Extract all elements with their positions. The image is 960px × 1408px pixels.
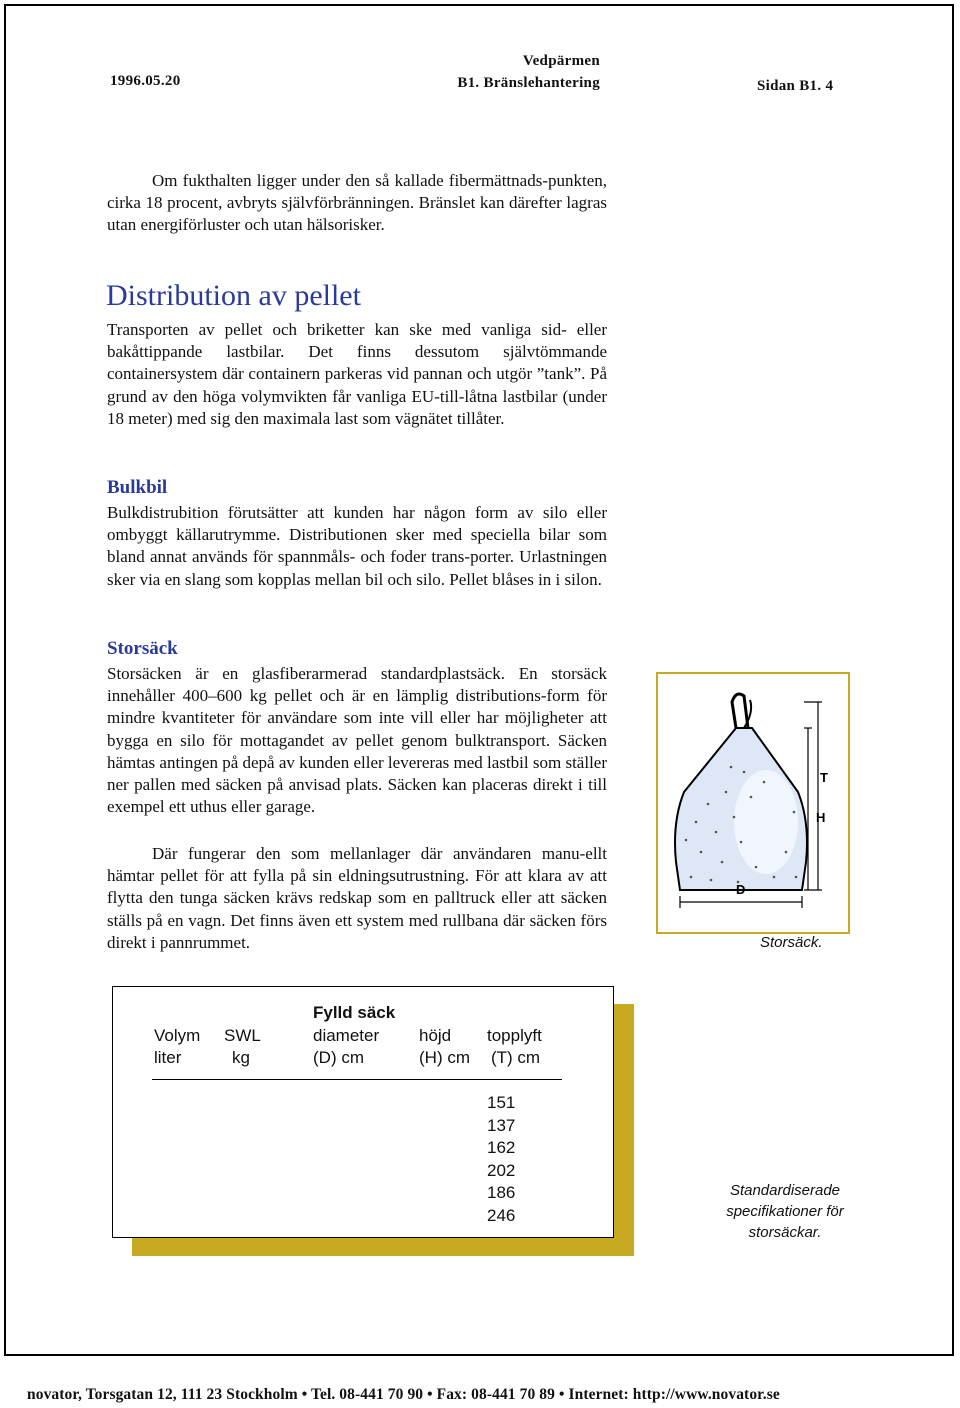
header-page-number: Sidan B1. 4 (757, 78, 834, 94)
footer: novator, Torsgatan 12, 111 23 Stockholm • Tel. 08-441 70 90 • Fax: 08-441 70 89 • Internet: http://www.novator.se (27, 1386, 780, 1403)
figure-label-d: D (736, 882, 746, 897)
table-cell: 202 (487, 1160, 516, 1180)
figure-label-h: H (816, 810, 826, 825)
header-date: 1996.05.20 (110, 73, 181, 89)
bulkbil-heading: Bulkbil (107, 477, 168, 498)
table-cell: 137 (487, 1115, 516, 1135)
table-group-header: Fylld säck (313, 1003, 396, 1022)
storsack-heading: Storsäck (107, 638, 178, 659)
intro-paragraph: Om fukthalten ligger under den så kallade fibermättnads-punkten, cirka 18 procent, avbryts självförbränningen. Bränslet kan därefter lagras utan energiförluster och utan hälsorisker. (107, 171, 607, 235)
col-header-topplyft: topplyft (487, 1026, 542, 1045)
col-header-diameter: diameter (313, 1026, 380, 1045)
col-header-hojd: höjd (419, 1026, 452, 1045)
table-cell: 246 (487, 1205, 516, 1225)
table-header-rule (152, 1079, 562, 1080)
col-header-hojd-unit: (H) cm (419, 1048, 470, 1067)
bulkbil-paragraph: Bulkdistrubition förutsätter att kunden har någon form av silo eller ombyggt källarutrymme. Distributionen sker med speciella bilar som bland annat används för spannmåls- och foder trans-porter. Urlastningen sker via en slang som kopplas mellan bil och silo. Pellet blåses in i silon. (107, 503, 607, 589)
header-title-line2: B1. Bränslehantering (457, 75, 600, 91)
storsack-figure (656, 672, 850, 934)
storsack-paragraph-1: Storsäcken är en glasfiberarmerad standardplastsäck. En storsäck innehåller 400–600 kg pellet och är en lämplig distributions-form för mindre kvantiteter för användare som inte vill eller har möjligheter att bygga en silo för mottagandet av pellet genom bulktransport. Säcken hämtas antingen på depå av kunden eller levereras med lastbil som ställer ner pallen med säcken på anvisad plats. Säcken kan placeras direkt i till exempel ett uthus eller garage. (107, 664, 607, 817)
col-header-diameter-unit: (D) cm (313, 1048, 364, 1067)
distribution-heading: Distribution av pellet (106, 279, 361, 312)
table-caption: Standardiserade specifikationer för storsäckar. (726, 1182, 844, 1241)
table-box (112, 986, 614, 1238)
table-cell: 186 (487, 1183, 516, 1202)
col-header-volym: Volym (154, 1026, 201, 1045)
col-header-volym-unit: liter (154, 1048, 182, 1067)
table-cell: 151 (487, 1093, 516, 1112)
table-cell: 162 (487, 1138, 516, 1157)
storsack-paragraph-2: Där fungerar den som mellanlager där användaren manu-ellt hämtar pellet för att fylla på sin eldningsutrustning. För att klara av att flytta den tunga säcken krävs redskap som en palltruck eller att säcken ställs på en vagn. Det finns även ett system med rullbana där säcken förs direkt i pannrummet. (107, 844, 607, 952)
col-header-topplyft-unit: (T) cm (491, 1048, 541, 1067)
col-header-swl-unit: kg (232, 1048, 250, 1067)
header-title-line1: Vedpärmen (522, 53, 600, 69)
header-title (440, 50, 600, 94)
distribution-paragraph: Transporten av pellet och briketter kan ske med vanliga sid- eller bakåttippande lastbilar. Det finns dessutom självtömmande containersystem där containern parkeras vid pannan och utgör ”tank”. På grund av den höga volymvikten får vanliga EU-till-låtna lastbilar (under 18 meter) med sig den maximala last som vägnätet tillåter. (107, 320, 607, 428)
figure-caption: Storsäck. (760, 934, 823, 951)
figure-label-t: T (820, 770, 828, 785)
col-header-swl: SWL (224, 1026, 261, 1045)
